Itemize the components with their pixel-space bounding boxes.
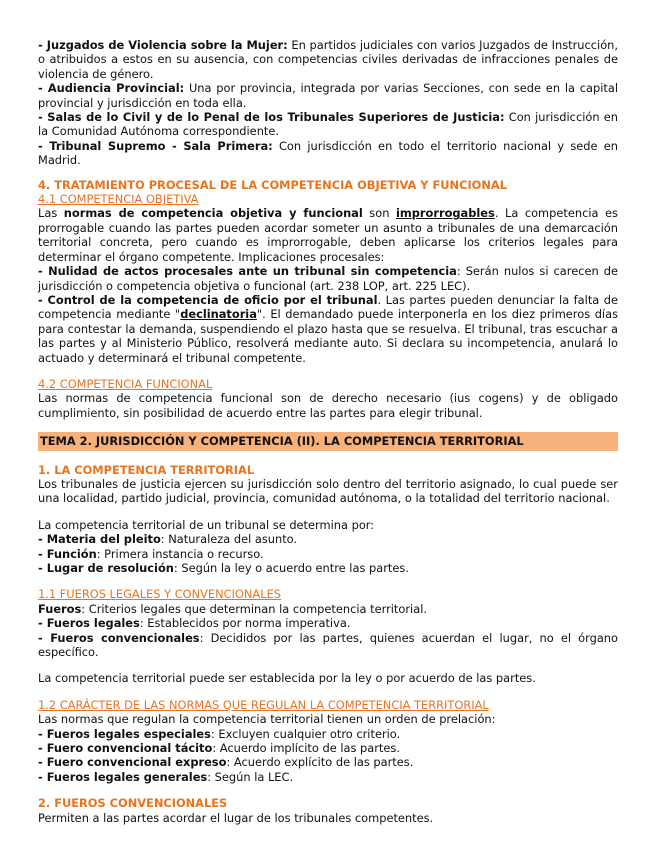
fueros-definition: Fueros: Criterios legales que determinan la competencia territorial. <box>38 601 427 616</box>
section-4-1-paragraph: Las normas de competencia objetiva y funcional son improrrogables. La competencia es prorrogable cuando las partes pueden acordar someter un asunto a tribunales de una demarcación territorial concreta, pero cuando es improrrogable, deben aplicarse los criterios legales para determinar el órgano competente. Implicaciones procesales: <box>38 206 618 264</box>
list-item: - Fuero convencional expreso: Acuerdo explícito de las partes. <box>38 755 414 770</box>
document-page <box>38 38 618 825</box>
fueros-convencionales: - Fueros convencionales: Decididos por las partes, quienes acuerdan el lugar, no el órgano específico. <box>38 630 618 660</box>
section-4-1-bullet-nulidad: - Nulidad de actos procesales ante un tribunal sin competencia: Serán nulos si carecen de jurisdicción o competencia objetiva o funcional (art. 238 LOP, art. 225 LEC). <box>38 264 618 293</box>
section-1-2-paragraph: Las normas que regulan la competencia territorial tienen un orden de prelación: <box>38 712 496 727</box>
list-item: - Fuero convencional tácito: Acuerdo implícito de las partes. <box>38 741 400 756</box>
section-4-title: 4. TRATAMIENTO PROCESAL DE LA COMPETENCIA OBJETIVA Y FUNCIONAL <box>38 177 507 192</box>
intro-item: - Audiencia Provincial: Una por provincia, integrada por varias Secciones, con sede en la capital provincial y jurisdicción en toda ella. <box>38 81 618 110</box>
fueros-legales: - Fueros legales: Establecidos por norma imperativa. <box>38 616 351 631</box>
intro-item: - Salas de lo Civil y de lo Penal de los Tribunales Superiores de Justicia: Con jurisdicción en la Comunidad Autónoma correspondiente. <box>38 110 618 139</box>
section-4-1-bullet-control: - Control de la competencia de oficio por el tribunal. Las partes pueden denunciar la falta de competencia mediante "declinatoria". El demandado puede interponerla en los diez primeros días para contestar la demanda, suspendiendo el plazo hasta que se resuelva. El tribunal, tras escuchar a las partes y al Ministerio Público, resolverá mediante auto. Si declara su incompetencia, anulará lo actuado y determinará el tribunal competente. <box>38 292 619 365</box>
intro-item: - Juzgados de Violencia sobre la Mujer: En partidos judiciales con varios Juzgados de Instrucción, o atribuidos a estos en su ausencia, con competencias civiles derivadas de infracciones penales de violencia de género. <box>38 38 618 81</box>
section-1-2-title: 1.2 CARÁCTER DE LAS NORMAS QUE REGULAN LA COMPETENCIA TERRITORIAL <box>38 697 489 712</box>
section-1-1-conclusion: La competencia territorial puede ser establecida por la ley o por acuerdo de las partes. <box>38 671 536 686</box>
list-item: - Función: Primera instancia o recurso. <box>38 546 264 561</box>
intro-item: - Tribunal Supremo - Sala Primera: Con jurisdicción en todo el territorio nacional y sede en Madrid. <box>38 138 618 168</box>
tema-2-heading: TEMA 2. JURISDICCIÓN Y COMPETENCIA (II). LA COMPETENCIA TERRITORIAL <box>38 432 618 450</box>
list-item: - Lugar de resolución: Según la ley o acuerdo entre las partes. <box>38 561 409 575</box>
list-item: - Materia del pleito: Naturaleza del asunto. <box>38 532 298 547</box>
list-item: - Fueros legales especiales: Excluyen cualquier otro criterio. <box>38 726 401 741</box>
section-1-1-title: 1.1 FUEROS LEGALES Y CONVENCIONALES <box>38 587 282 602</box>
section-1-paragraph: Los tribunales de justicia ejercen su jurisdicción solo dentro del territorio asignado, lo cual puede ser una localidad, partido judicial, provincia, comunidad autónoma, o la totalidad del territorio nacional. <box>38 476 618 506</box>
list-item: - Fueros legales generales: Según la LEC. <box>38 769 294 784</box>
section-1-title: 1. LA COMPETENCIA TERRITORIAL <box>38 462 255 477</box>
section-4-1-title: 4.1 COMPETENCIA OBJETIVA <box>38 192 199 207</box>
section-4-2-paragraph: Las normas de competencia funcional son de derecho necesario (ius cogens) y de obligado cumplimiento, sin posibilidad de acuerdo entre las partes para elegir tribunal. <box>38 391 618 420</box>
section-4-2-title: 4.2 COMPETENCIA FUNCIONAL <box>38 376 213 391</box>
section-1-determina: La competencia territorial de un tribunal se determina por: <box>38 517 375 532</box>
section-2-title: 2. FUEROS CONVENCIONALES <box>38 796 228 811</box>
section-2-paragraph: Permiten a las partes acordar el lugar de los tribunales competentes. <box>38 810 434 825</box>
